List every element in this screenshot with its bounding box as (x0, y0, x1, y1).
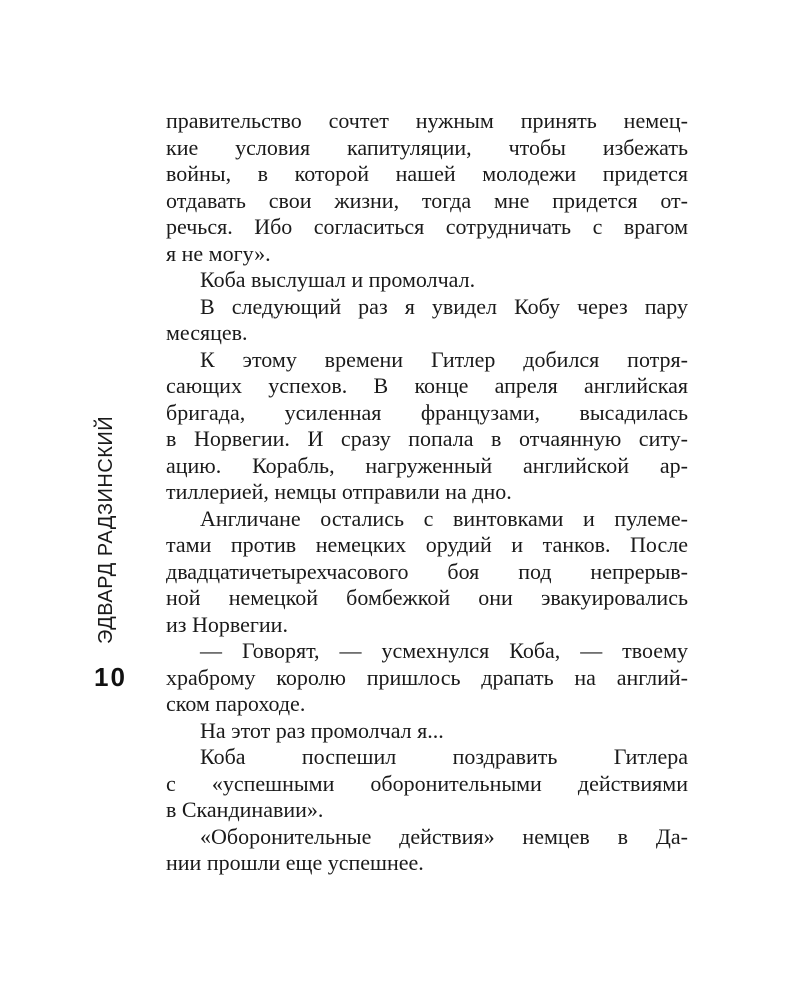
text-line: в Скандинавии». (166, 797, 324, 822)
text-line: речься. Ибо согласиться сотрудничать с врагом (166, 214, 688, 239)
text-line: тами против немецких орудий и танков. После (166, 532, 688, 557)
page-number: 10 (94, 662, 127, 692)
text-line: с «успешными оборонительными действиями (166, 770, 688, 796)
running-head-author (88, 415, 124, 644)
author-last-name: РАДЗИНСКИЙ (95, 415, 117, 557)
text-line: месяцев. (166, 320, 248, 345)
text-line: тиллерией, немцы отправили на дно. (166, 479, 512, 504)
author-first-name: ЭДВАРД (95, 562, 117, 644)
text-line: бригада, усиленная французами, высадилась (166, 399, 688, 425)
text-line: В следующий раз я увидел Кобу через пару (200, 293, 688, 319)
text-line: отдавать свои жизни, тогда мне придется от- (166, 187, 688, 213)
text-line: храброму королю пришлось драпать на англий- (166, 664, 688, 690)
text-line: ском пароходе. (166, 691, 306, 716)
text-line: ной немецкой бомбежкой они эвакуировались (166, 585, 688, 610)
text-line: ацию. Корабль, нагруженный английской ар- (166, 452, 688, 478)
text-line: — Говорят, — усмехнулся Коба, — твоему (200, 638, 688, 663)
text-line: «Оборонительные действия» немцев в Да- (200, 823, 688, 849)
text-line: двадцатичетырехчасового боя под непрерыв- (166, 558, 688, 584)
text-line: из Норвегии. (166, 611, 288, 637)
text-line: На этот раз промолчал я... (200, 717, 444, 743)
body-text (166, 108, 688, 877)
text-line: Англичане остались с винтовками и пулеме- (200, 505, 688, 531)
text-line: в Норвегии. И сразу попала в отчаянную ситу- (166, 426, 688, 451)
text-line: кие условия капитуляции, чтобы избежать (166, 134, 688, 160)
text-line: Коба выслушал и промолчал. (200, 267, 476, 292)
text-line: я не могу». (166, 240, 271, 266)
text-line: войны, в которой нашей молодежи придется (166, 161, 688, 186)
text-line: К этому времени Гитлер добился потря- (200, 346, 688, 372)
text-line: Коба поспешил поздравить Гитлера (200, 744, 688, 769)
text-line: правительство сочтет нужным принять немец- (166, 108, 688, 133)
text-line: нии прошли еще успешнее. (166, 850, 424, 875)
text-line: сающих успехов. В конце апреля английская (166, 373, 688, 398)
